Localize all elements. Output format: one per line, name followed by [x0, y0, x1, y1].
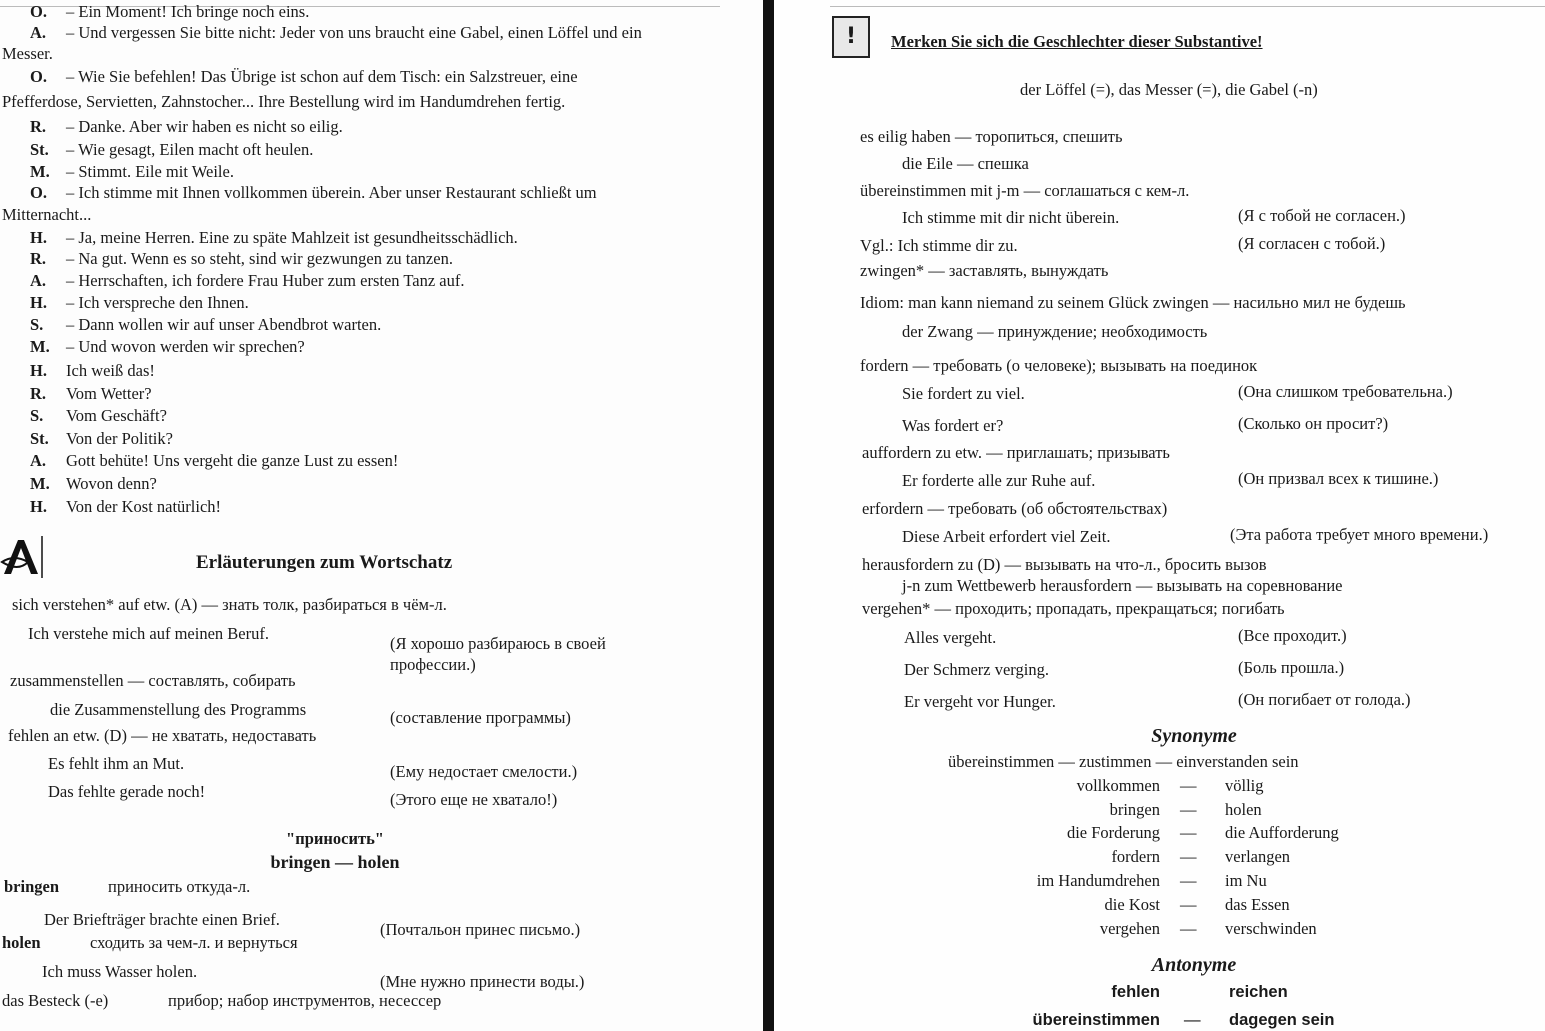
pen-nib-icon — [0, 532, 44, 580]
speaker-label: A. — [30, 271, 47, 290]
dialogue-line: – Wie Sie befehlen! Das Übrige ist schon auf dem Tisch: ein Salzstreuer, eine — [66, 67, 578, 86]
bringen-translation: прибор; набор инструментов, несессер — [168, 991, 442, 1010]
dialogue-line: – Ein Moment! Ich bringe noch eins. — [66, 2, 310, 21]
synonym-left: vollkommen — [1076, 776, 1160, 795]
bringen-term: Der Briefträger brachte einen Brief. — [44, 910, 280, 929]
antonyme-title: Antonyme — [1151, 954, 1237, 976]
bringen-translation: приносить откуда-л. — [108, 877, 251, 896]
bringen-title-de: bringen — holen — [270, 852, 400, 872]
genders-text: der Löffel (=), das Messer (=), die Gabel (-n) — [1020, 80, 1318, 99]
dialogue-line: – Na gut. Wenn es so steht, sind wir gezwungen zu tanzen. — [66, 249, 453, 268]
bringen-term: Ich muss Wasser holen. — [42, 962, 198, 981]
dialogue-line: Vom Wetter? — [66, 384, 152, 403]
vocab-title: Erläuterungen zum Wortschatz — [196, 552, 453, 573]
speaker-label: M. — [30, 337, 50, 356]
entry-term: Der Schmerz verging. — [904, 660, 1049, 679]
entry-translation: (Сколько он просит?) — [1238, 414, 1389, 433]
entry-translation: (Эта работа требует много времени.) — [1230, 525, 1489, 544]
entry-term: Was fordert er? — [902, 416, 1004, 435]
speaker-label: H. — [30, 228, 47, 247]
synonym-left: die Kost — [1104, 895, 1160, 914]
synonym-right: verlangen — [1225, 847, 1291, 866]
synonym-left: bringen — [1109, 800, 1160, 819]
entry-term: Idiom: man kann niemand zu seinem Glück zwingen — насильно мил не будешь — [860, 293, 1406, 312]
dialogue-line: – Ja, meine Herren. Eine zu späte Mahlzeit ist gesundheitsschädlich. — [66, 228, 518, 247]
speaker-label: R. — [30, 384, 47, 403]
synonym-dash: — — [1180, 823, 1197, 842]
book-gutter — [763, 0, 774, 1031]
entry-translation: (Он погибает от голода.) — [1238, 690, 1411, 709]
entry-term: Diese Arbeit erfordert viel Zeit. — [902, 527, 1111, 546]
synonym-left: fordern — [1111, 847, 1160, 866]
entry-term: vergehen* — проходить; пропадать, прекращаться; погибать — [862, 599, 1285, 618]
speaker-label: S. — [30, 406, 44, 425]
dialogue-line: – Herrschaften, ich fordere Frau Huber zum ersten Tanz auf. — [66, 271, 465, 290]
speaker-label: St. — [30, 140, 49, 159]
synonym-left: die Forderung — [1066, 823, 1160, 842]
speaker-label: H. — [30, 293, 47, 312]
vocab-term: Das fehlte gerade noch! — [48, 782, 206, 801]
dialogue-line: Von der Kost natürlich! — [66, 497, 222, 516]
entry-term: Sie fordert zu viel. — [902, 384, 1025, 403]
genders-line — [1020, 80, 1318, 100]
dialogue-line: Wovon denn? — [66, 474, 157, 493]
bringen-term: das Besteck (-e) — [2, 991, 109, 1010]
synonym-left: im Handumdrehen — [1036, 871, 1160, 890]
entry-term: übereinstimmen mit j-m — соглашаться с кем-л. — [860, 181, 1190, 200]
dialogue-line: – Wie gesagt, Eilen macht oft heulen. — [66, 140, 314, 159]
entry-term: Vgl.: Ich stimme dir zu. — [860, 236, 1018, 255]
antonym-left: übereinstimmen — [1032, 1011, 1160, 1029]
entry-term: der Zwang — принуждение; необходимость — [902, 322, 1208, 341]
vocab-translation: (Этого еще не хватало!) — [390, 790, 558, 809]
top-rule-right — [830, 6, 1545, 7]
bringen-translation: сходить за чем-л. и вернуться — [90, 933, 298, 952]
entry-term: herausfordern zu (D) — вызывать на что-л., бросить вызов — [862, 555, 1267, 574]
bringen-term: bringen — [4, 877, 60, 896]
vocab-term: fehlen an etw. (D) — не хватать, недоставать — [8, 726, 317, 745]
antonym-dash: — — [1184, 1010, 1201, 1029]
exclamation-icon: ! — [832, 16, 870, 58]
speaker-label: H. — [30, 497, 47, 516]
dialogue-line: – Danke. Aber wir haben es nicht so eilig. — [66, 117, 343, 136]
entry-term: Ich stimme mit dir nicht überein. — [902, 208, 1120, 227]
entry-term: Er forderte alle zur Ruhe auf. — [902, 471, 1096, 490]
bringen-title-ru: "приносить" — [286, 829, 384, 848]
synonym-dash: — — [1180, 919, 1197, 938]
speaker-label: M. — [30, 474, 50, 493]
speaker-label: A. — [30, 451, 47, 470]
speaker-label: O. — [30, 183, 47, 202]
synonym-dash: — — [1180, 871, 1197, 890]
speaker-label: St. — [30, 429, 49, 448]
synonym-right: holen — [1225, 800, 1262, 819]
vocab-term: zusammenstellen — составлять, собирать — [10, 671, 296, 690]
synonym-dash: — — [1180, 847, 1197, 866]
speaker-label: A. — [30, 23, 47, 42]
entry-translation: (Она слишком требовательна.) — [1238, 382, 1453, 401]
entry-translation: (Я согласен с тобой.) — [1238, 234, 1386, 253]
dialogue-line: – Und wovon werden wir sprechen? — [66, 337, 305, 356]
entry-translation: (Я с тобой не согласен.) — [1238, 206, 1406, 225]
bringen-translation: (Мне нужно принести воды.) — [380, 972, 585, 991]
entry-term: die Eile — спешка — [902, 154, 1029, 173]
vocab-term: Ich verstehe mich auf meinen Beruf. — [28, 624, 269, 643]
speaker-label: O. — [30, 67, 47, 86]
vocab-translation: (Ему недостает смелости.) — [390, 762, 578, 781]
synonym-dash: — — [1180, 800, 1197, 819]
speaker-label: R. — [30, 249, 47, 268]
synonyme-title: Synonyme — [1151, 725, 1237, 747]
entry-term: erfordern — требовать (об обстоятельствах) — [862, 499, 1168, 518]
dialogue-line: – Dann wollen wir auf unser Abendbrot warten. — [66, 315, 382, 334]
synonym-right: völlig — [1225, 776, 1264, 795]
entry-term: zwingen* — заставлять, вынуждать — [860, 261, 1109, 280]
vocab-term: Es fehlt ihm an Mut. — [48, 754, 185, 773]
dialogue-line: – Stimmt. Eile mit Weile. — [66, 162, 234, 181]
antonym-right: dagegen sein — [1229, 1011, 1335, 1029]
speaker-label: S. — [30, 315, 44, 334]
dialogue-line: Vom Geschäft? — [66, 406, 167, 425]
synonym-dash: — — [1180, 895, 1197, 914]
speaker-label: R. — [30, 117, 47, 136]
entry-term: Er vergeht vor Hunger. — [904, 692, 1056, 711]
vocab-translation: (Я хорошо разбираюсь в своей — [390, 634, 606, 653]
left-page — [0, 0, 763, 1031]
synonym-right: verschwinden — [1225, 919, 1317, 938]
entry-term: j-n zum Wettbewerb herausfordern — вызывать на соревнование — [902, 576, 1343, 595]
dialogue-line: Mitternacht... — [2, 205, 92, 224]
synonym-right: das Essen — [1225, 895, 1290, 914]
vocab-term: die Zusammenstellung des Programms — [50, 700, 307, 719]
synonym-dash: — — [1180, 776, 1197, 795]
dialogue-line: Von der Politik? — [66, 429, 173, 448]
synonym-right: die Aufforderung — [1225, 823, 1339, 842]
right-page — [774, 0, 1545, 1031]
synonym-left: vergehen — [1099, 919, 1160, 938]
dialogue-line: – Ich stimme mit Ihnen vollkommen überein. Aber unser Restaurant schließt um — [66, 183, 597, 202]
dialogue-line: – Und vergessen Sie bitte nicht: Jeder von uns braucht eine Gabel, einen Löffel und ein — [66, 23, 642, 42]
entry-term: Alles vergeht. — [904, 628, 997, 647]
vocab-translation: (составление программы) — [390, 708, 571, 727]
dialogue-line: Gott behüte! Uns vergeht die ganze Lust zu essen! — [66, 451, 399, 470]
speaker-label: H. — [30, 361, 47, 380]
entry-translation: (Он призвал всех к тишине.) — [1238, 469, 1439, 488]
entry-term: auffordern zu etw. — приглашать; призывать — [862, 443, 1170, 462]
bringen-translation: (Почтальон принес письмо.) — [380, 920, 581, 939]
dialogue-line: Messer. — [2, 44, 53, 63]
entry-translation: (Боль прошла.) — [1238, 658, 1345, 677]
merken-title: Merken Sie sich die Geschlechter dieser Substantive! — [891, 32, 1263, 51]
entry-translation: (Все проходит.) — [1238, 626, 1347, 645]
speaker-label: M. — [30, 162, 50, 181]
antonym-left: fehlen — [1111, 983, 1160, 1001]
synonym-right: im Nu — [1225, 871, 1267, 890]
dialogue-line: Pfefferdose, Servietten, Zahnstocher... Ihre Bestellung wird im Handumdrehen fertig. — [2, 92, 566, 111]
speaker-label: O. — [30, 2, 47, 21]
vocab-term: sich verstehen* auf etw. (A) — знать толк, разбираться в чём-л. — [12, 595, 447, 614]
dialogue-line: Ich weiß das! — [66, 361, 155, 380]
vocab-translation: профессии.) — [390, 655, 476, 674]
bringen-term: holen — [2, 933, 41, 952]
antonym-right: reichen — [1229, 983, 1288, 1001]
synonym-chain: übereinstimmen — zustimmen — einverstanden sein — [948, 752, 1299, 771]
entry-term: es eilig haben — торопиться, спешить — [860, 127, 1123, 146]
entry-term: fordern — требовать (о человеке); вызывать на поединок — [860, 356, 1258, 375]
dialogue-line: – Ich verspreche den Ihnen. — [66, 293, 249, 312]
